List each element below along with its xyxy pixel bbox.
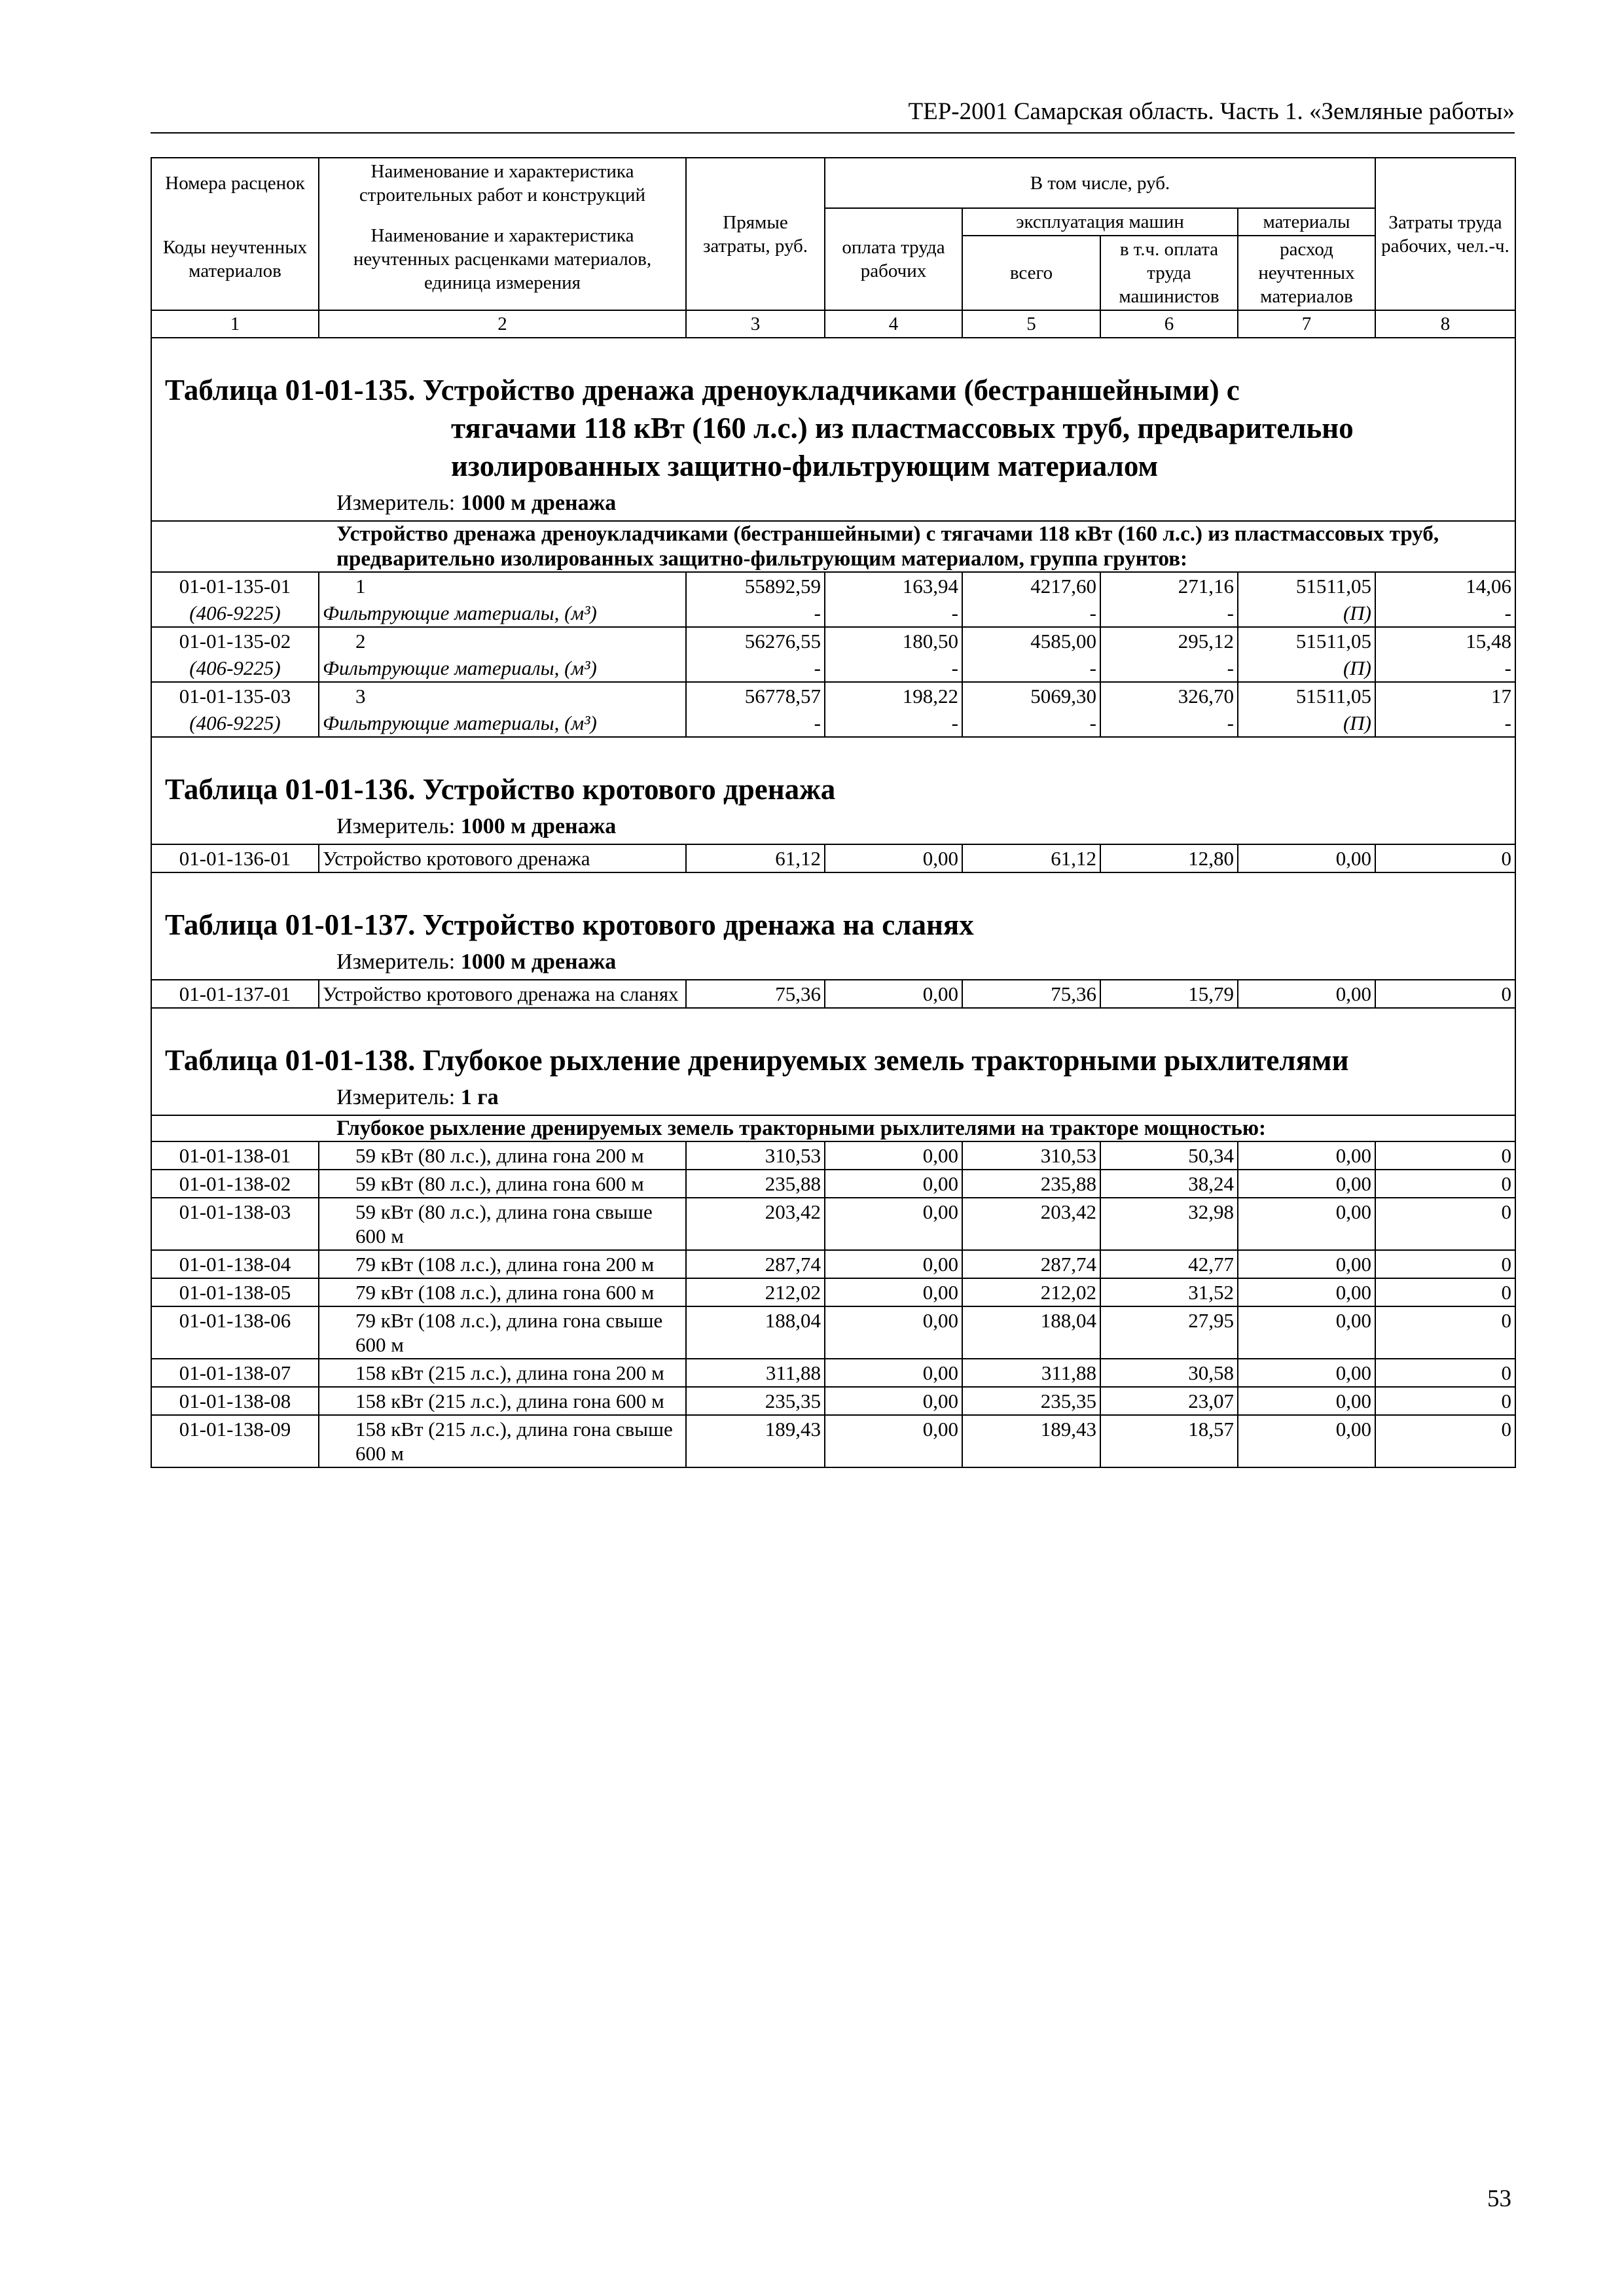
col5-header: всего (962, 236, 1100, 310)
table-row: 01-01-138-03 59 кВт (80 л.с.), длина гона свыше 600 м 203,42 0,00 203,42 32,98 0,00 0 (151, 1198, 1515, 1250)
measure-unit: Измеритель: 1000 м дренажа (336, 814, 617, 838)
col1-header-top: Номера расценок (151, 158, 319, 208)
table-row: 01-01-138-07 158 кВт (215 л.с.), длина гона 200 м 311,88 0,00 311,88 30,58 0,00 0 (151, 1359, 1515, 1387)
measure-unit: Измеритель: 1000 м дренажа (336, 491, 617, 515)
table-header (151, 158, 1515, 338)
col-number: 7 (1238, 310, 1375, 338)
col2-header-bottom: Наименование и характеристика неучтенных расценками материалов, единица измерения (319, 208, 686, 310)
col-number: 1 (151, 310, 319, 338)
measure-unit: Измеритель: 1000 м дренажа (336, 950, 617, 974)
page-number: 53 (1487, 2185, 1511, 2212)
section-136 (151, 737, 1515, 844)
col6-header: в т.ч. оплата труда машинистов (1100, 236, 1238, 310)
col-number: 6 (1100, 310, 1238, 338)
table-row: 01-01-135-01 1 55892,59 163,94 4217,60 271,16 51511,05 14,06 (151, 572, 1515, 600)
material-row: (406-9225) Фильтрующие материалы, (м³) - - - - (П) - (151, 709, 1515, 737)
table-row: 01-01-137-01 Устройство кротового дренажа на сланях 75,36 0,00 75,36 15,79 0,00 0 (151, 980, 1515, 1008)
section-title: Таблица 01-01-136. Устройство кротового дренажа (165, 773, 836, 806)
section-title: Таблица 01-01-138. Глубокое рыхление дренируемых земель тракторными рыхлителями (165, 1044, 1349, 1077)
price-table (151, 157, 1516, 1468)
table-row: 01-01-138-06 79 кВт (108 л.с.), длина гона свыше 600 м 188,04 0,00 188,04 27,95 0,00 0 (151, 1306, 1515, 1359)
section-137 (151, 872, 1515, 980)
table-row: 01-01-138-05 79 кВт (108 л.с.), длина гона 600 м 212,02 0,00 212,02 31,52 0,00 0 (151, 1278, 1515, 1306)
table-row: 01-01-135-03 3 56778,57 198,22 5069,30 326,70 51511,05 17 (151, 682, 1515, 709)
col7-header: расход неучтенных материалов (1238, 236, 1375, 310)
col-number: 2 (319, 310, 686, 338)
col-number: 4 (825, 310, 962, 338)
col-number: 3 (686, 310, 825, 338)
col8-header: Затраты труда рабочих, чел.-ч. (1375, 158, 1515, 310)
materials-header: материалы (1238, 208, 1375, 236)
col3-header: Прямые затраты, руб. (686, 158, 825, 310)
group-heading: Глубокое рыхление дренируемых земель тракторными рыхлителями на тракторе мощностью: (151, 1115, 1515, 1141)
col1-header-bottom: Коды неучтенных материалов (151, 208, 319, 310)
col-number: 8 (1375, 310, 1515, 338)
section-title: Таблица 01-01-137. Устройство кротового дренажа на сланях (165, 908, 974, 941)
table-row: 01-01-138-04 79 кВт (108 л.с.), длина гона 200 м 287,74 0,00 287,74 42,77 0,00 0 (151, 1250, 1515, 1278)
material-row: (406-9225) Фильтрующие материалы, (м³) - - - - (П) - (151, 600, 1515, 627)
group-heading: Устройство дренажа дреноукладчиками (бестраншейными) с тягачами 118 кВт (160 л.с.) из пластмассовых труб, предварительно изолированных защитно-фильтрующим материалом, группа грунтов: (151, 521, 1515, 572)
material-row: (406-9225) Фильтрующие материалы, (м³) - - - - (П) - (151, 655, 1515, 682)
table-row: 01-01-136-01 Устройство кротового дренажа 61,12 0,00 61,12 12,80 0,00 0 (151, 844, 1515, 872)
section-135 (151, 338, 1515, 521)
col4-header: оплата труда рабочих (825, 208, 962, 310)
table-row: 01-01-135-02 2 56276,55 180,50 4585,00 295,12 51511,05 15,48 (151, 627, 1515, 655)
running-header: ТЕР-2001 Самарская область. Часть 1. «Земляные работы» (151, 92, 1515, 134)
table-row: 01-01-138-01 59 кВт (80 л.с.), длина гона 200 м 310,53 0,00 310,53 50,34 0,00 0 (151, 1141, 1515, 1170)
section-138 (151, 1008, 1515, 1115)
table-row: 01-01-138-02 59 кВт (80 л.с.), длина гона 600 м 235,88 0,00 235,88 38,24 0,00 0 (151, 1170, 1515, 1198)
col-number: 5 (962, 310, 1100, 338)
table-row: 01-01-138-08 158 кВт (215 л.с.), длина гона 600 м 235,35 0,00 235,35 23,07 0,00 0 (151, 1387, 1515, 1415)
included-header: В том числе, руб. (825, 158, 1375, 208)
table-row: 01-01-138-09 158 кВт (215 л.с.), длина гона свыше 600 м 189,43 0,00 189,43 18,57 0,00 0 (151, 1415, 1515, 1467)
machines-header: эксплуатация машин (962, 208, 1238, 236)
col2-header-top: Наименование и характеристика строительных работ и конструкций (319, 158, 686, 208)
section-title: Таблица 01-01-135. Устройство дренажа дреноукладчиками (бестраншейными) с тягачами 118 кВт (160 л.с.) из пластмассовых труб, предварительно изолированных защитно-фильтрующим материалом (165, 374, 1354, 482)
measure-unit: Измеритель: 1 га (336, 1085, 499, 1109)
